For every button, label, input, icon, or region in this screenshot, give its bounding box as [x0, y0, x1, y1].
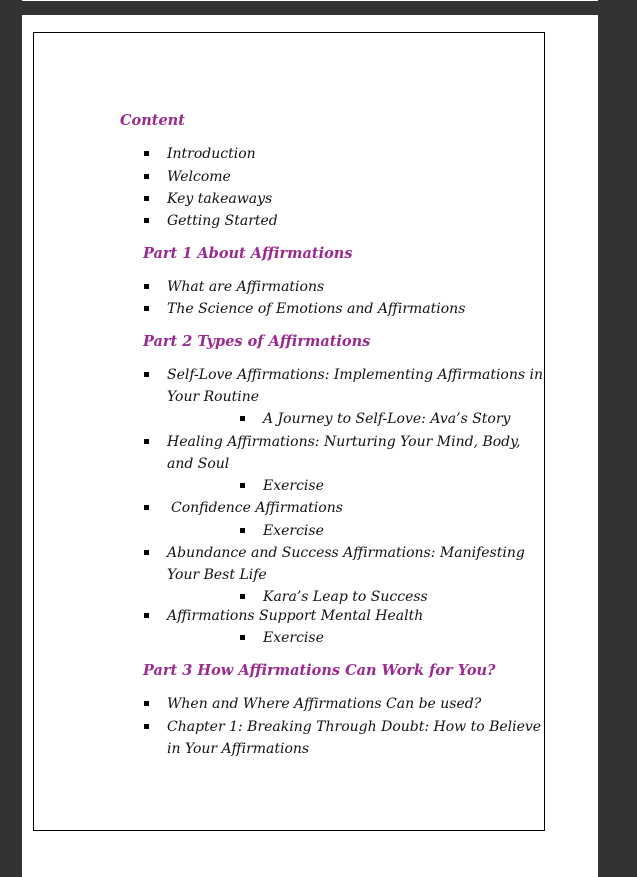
bullet-icon [144, 724, 149, 729]
bullet-icon [240, 594, 245, 599]
toc-item-what-are-affirmations[interactable]: What are Affirmations [167, 279, 325, 295]
bullet-icon [240, 483, 245, 488]
bullet-icon [144, 284, 149, 289]
bullet-icon [144, 196, 149, 201]
toc-subitem-avas-story[interactable]: A Journey to Self-Love: Ava’s Story [263, 411, 511, 427]
bullet-icon [144, 174, 149, 179]
toc-item-welcome[interactable]: Welcome [167, 169, 231, 185]
bullet-icon [144, 218, 149, 223]
bullet-icon [240, 635, 245, 640]
bullet-icon [144, 372, 149, 377]
toc-item-chapter1-line2[interactable]: in Your Affirmations [167, 741, 310, 757]
toc-subitem-exercise[interactable]: Exercise [263, 630, 324, 646]
part1-heading[interactable]: Part 1 About Affirmations [143, 245, 353, 262]
part3-heading[interactable]: Part 3 How Affirmations Can Work for You? [143, 662, 496, 679]
toc-item-mental-health[interactable]: Affirmations Support Mental Health [167, 608, 424, 624]
toc-subitem-exercise[interactable]: Exercise [263, 523, 324, 539]
toc-item-chapter1-line1[interactable]: Chapter 1: Breaking Through Doubt: How to Believe [167, 719, 542, 735]
bullet-icon [144, 439, 149, 444]
toc-item-introduction[interactable]: Introduction [167, 146, 256, 162]
toc-item-self-love-line2[interactable]: Your Routine [167, 389, 260, 405]
toc-item-key-takeaways[interactable]: Key takeaways [167, 191, 273, 207]
toc-title: Content [120, 112, 185, 129]
bullet-icon [144, 613, 149, 618]
bullet-icon [240, 528, 245, 533]
toc-item-healing-line1[interactable]: Healing Affirmations: Nurturing Your Mind, Body, [167, 434, 521, 450]
previous-page-edge [22, 0, 598, 1]
toc-item-when-and-where[interactable]: When and Where Affirmations Can be used? [167, 696, 482, 712]
part2-heading[interactable]: Part 2 Types of Affirmations [143, 333, 371, 350]
toc-subitem-karas-leap[interactable]: Kara’s Leap to Success [263, 589, 428, 605]
bullet-icon [144, 151, 149, 156]
toc-item-confidence[interactable]: Confidence Affirmations [171, 500, 343, 516]
toc-subitem-exercise[interactable]: Exercise [263, 478, 324, 494]
toc-item-abundance-line2[interactable]: Your Best Life [167, 567, 267, 583]
bullet-icon [144, 701, 149, 706]
toc-item-self-love-line1[interactable]: Self-Love Affirmations: Implementing Affirmations in [167, 367, 543, 383]
bullet-icon [144, 306, 149, 311]
bullet-icon [144, 505, 149, 510]
bullet-icon [144, 550, 149, 555]
toc-item-science-of-emotions[interactable]: The Science of Emotions and Affirmations [167, 301, 466, 317]
toc-item-abundance-line1[interactable]: Abundance and Success Affirmations: Manifesting [167, 545, 525, 561]
toc-item-healing-line2[interactable]: and Soul [167, 456, 230, 472]
bullet-icon [240, 416, 245, 421]
toc-item-getting-started[interactable]: Getting Started [167, 213, 278, 229]
